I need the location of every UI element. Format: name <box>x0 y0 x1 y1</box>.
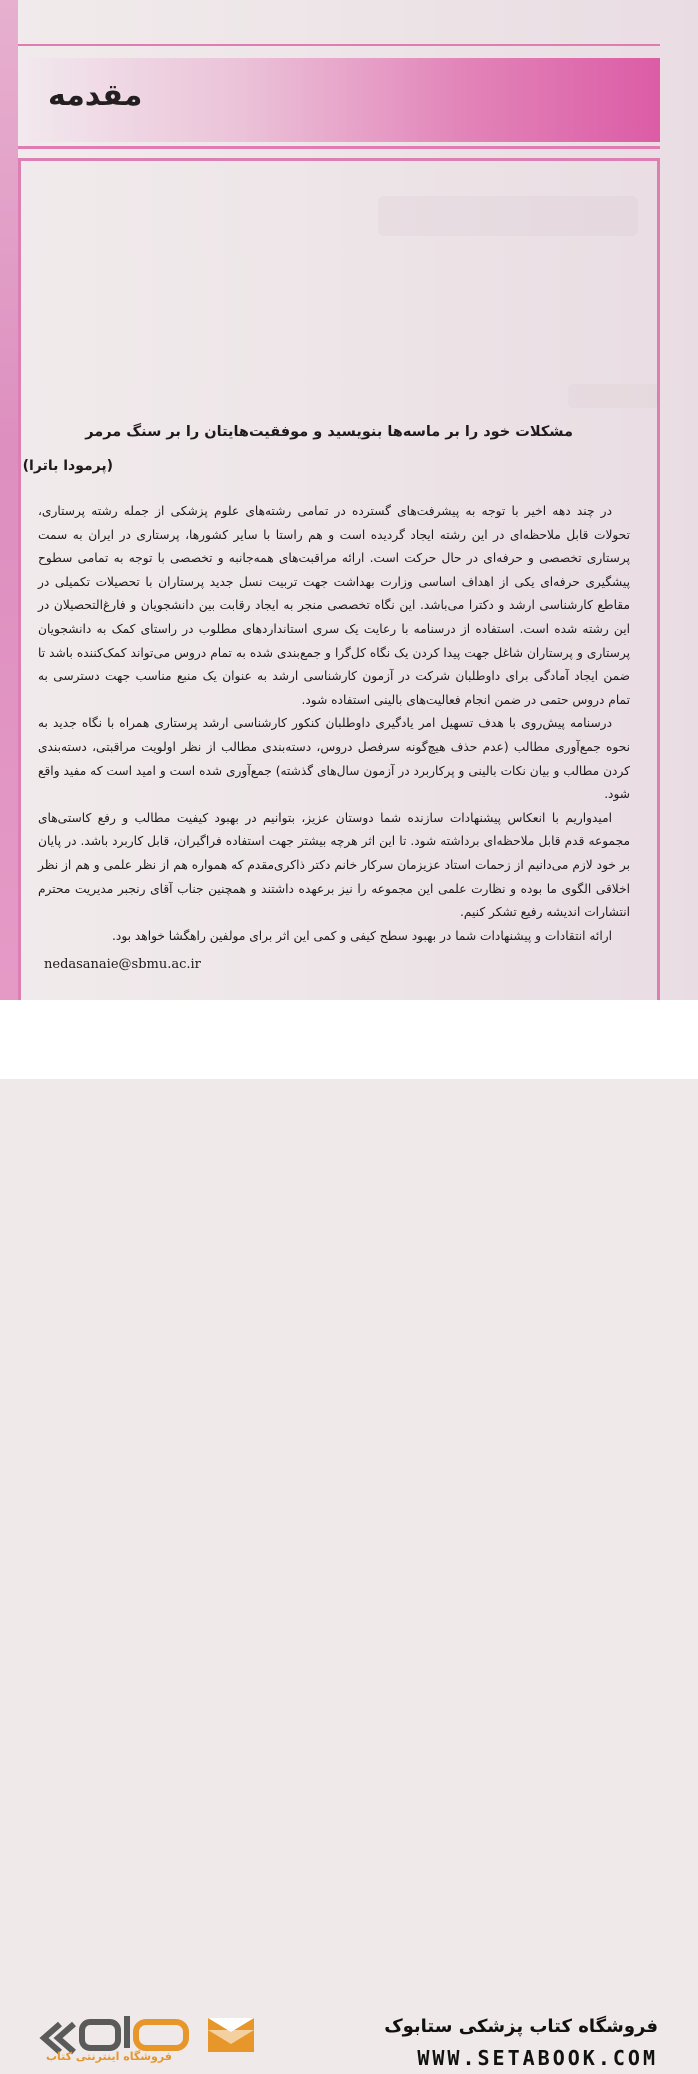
paragraph-3: امیدواریم با انعکاس پیشنهادات سازنده شما دوستان عزیز، بتوانیم در بهبود کیفیت مطالب و رفع کاستی‌های مجموعه قدم قابل ملاحظه‌ای برداشته شود. تا این اثر هرچه بیشتر جهت استفاده فراگیران، قابل کاربرد باشد. در پایان بر خود لازم می‌دانیم از زحمات استاد عزیزمان سرکار خانم دکتر ذاکری‌مقدم که همواره هم از نظر علمی و هم از نظر اخلاقی الگوی ما بوده و نظارت علمی این مجموعه را نیز برعهده داشتند و همچنین جناب آقای رنجبر مدیریت محترم انتشارات اندیشه رفیع تشکر کنیم. <box>38 810 630 920</box>
show-through-heading <box>378 196 638 236</box>
watermark-footer <box>0 1000 698 2070</box>
header-rule <box>18 146 660 149</box>
epigraph-author: (پرمودا باترا) <box>22 458 113 474</box>
epigraph-quote: مشکلات خود را بر ماسه‌ها بنویسید و موفقیت‌هایتان را بر سنگ مرمر <box>85 424 573 440</box>
preface-body <box>38 500 630 948</box>
page-title: مقدمه <box>48 78 143 113</box>
show-through-subheading <box>568 384 658 408</box>
paragraph-4: ارائه انتقادات و پیشنهادات شما در بهبود سطح کیفی و کمی این اثر برای مولفین راهگشا خواهد بود. <box>112 928 612 943</box>
shop-name: فروشگاه کتاب پزشکی ستابوک <box>384 2016 658 2037</box>
paragraph-1: در چند دهه اخیر با توجه به پیشرفت‌های گسترده در تمامی رشته‌های علوم پزشکی از جمله رشته پرستاری، تحولات قابل ملاحظه‌ای در این رشته ایجاد گردیده است و هم راستا با سایر کشورها، پرستاری در ایران به سمت پرستاری تخصصی و حرفه‌ای در حال حرکت است. ارائه مراقبت‌های همه‌جانبه و تخصصی با توجه به تمامی سطوح پیشگیری حرفه‌ای یکی از اهداف اساسی وزارت بهداشت جهت تربیت نسل جدید پرستاران با تحصیلات تکمیلی در مقاطع کارشناسی ارشد و دکترا می‌باشد. این نگاه تخصصی منجر به ایجاد رقابت بین دانشجویان و فارغ‌التحصیلان در این رشته شده است. استفاده از درسنامه با رعایت یک سری استانداردهای مطلوب در راستای کمک به دانشجویان پرستاری و پرستاران شاغل جهت پیدا کردن یک نگاه کل‌گرا و جمع‌بندی شده به تمام دروس می‌تواند کمک‌کننده باشد تا ضمن ایجاد آمادگی برای داوطلبان شرکت در آزمون کارشناسی ارشد به عنوان یک منبع مناسب جهت دسترسی به تمام دروس حتمی در ضمن انجام فعالیت‌های بالینی استفاده شود. <box>38 504 630 707</box>
paragraph-2: درسنامه پیش‌روی با هدف تسهیل امر یادگیری داوطلبان کنکور کارشناسی ارشد پرستاری همراه با نگاه جدید به نحوه جمع‌آوری مطالب (عدم حذف هیچ‌گونه سرفصل دروس، دسته‌بندی مطالب از نظر اولویت مراقبتی، دسته‌بندی کردن مطالب و بیان نکات بالینی و پرکاربرد در آزمون سال‌های گذشته) جمع‌آوری شده است و امید است که مفید واقع شود. <box>38 716 630 802</box>
setabook-logo <box>22 2008 272 2074</box>
top-rule <box>18 44 660 46</box>
page-edge-strip <box>0 0 18 1000</box>
logo-subtitle: فروشگاه اینترنتی کتاب <box>46 2050 172 2063</box>
shop-url: WWW.SETABOOK.COM <box>417 2046 658 2070</box>
book-page <box>0 0 698 1000</box>
author-email: nedasanaie@sbmu.ac.ir <box>44 957 201 972</box>
